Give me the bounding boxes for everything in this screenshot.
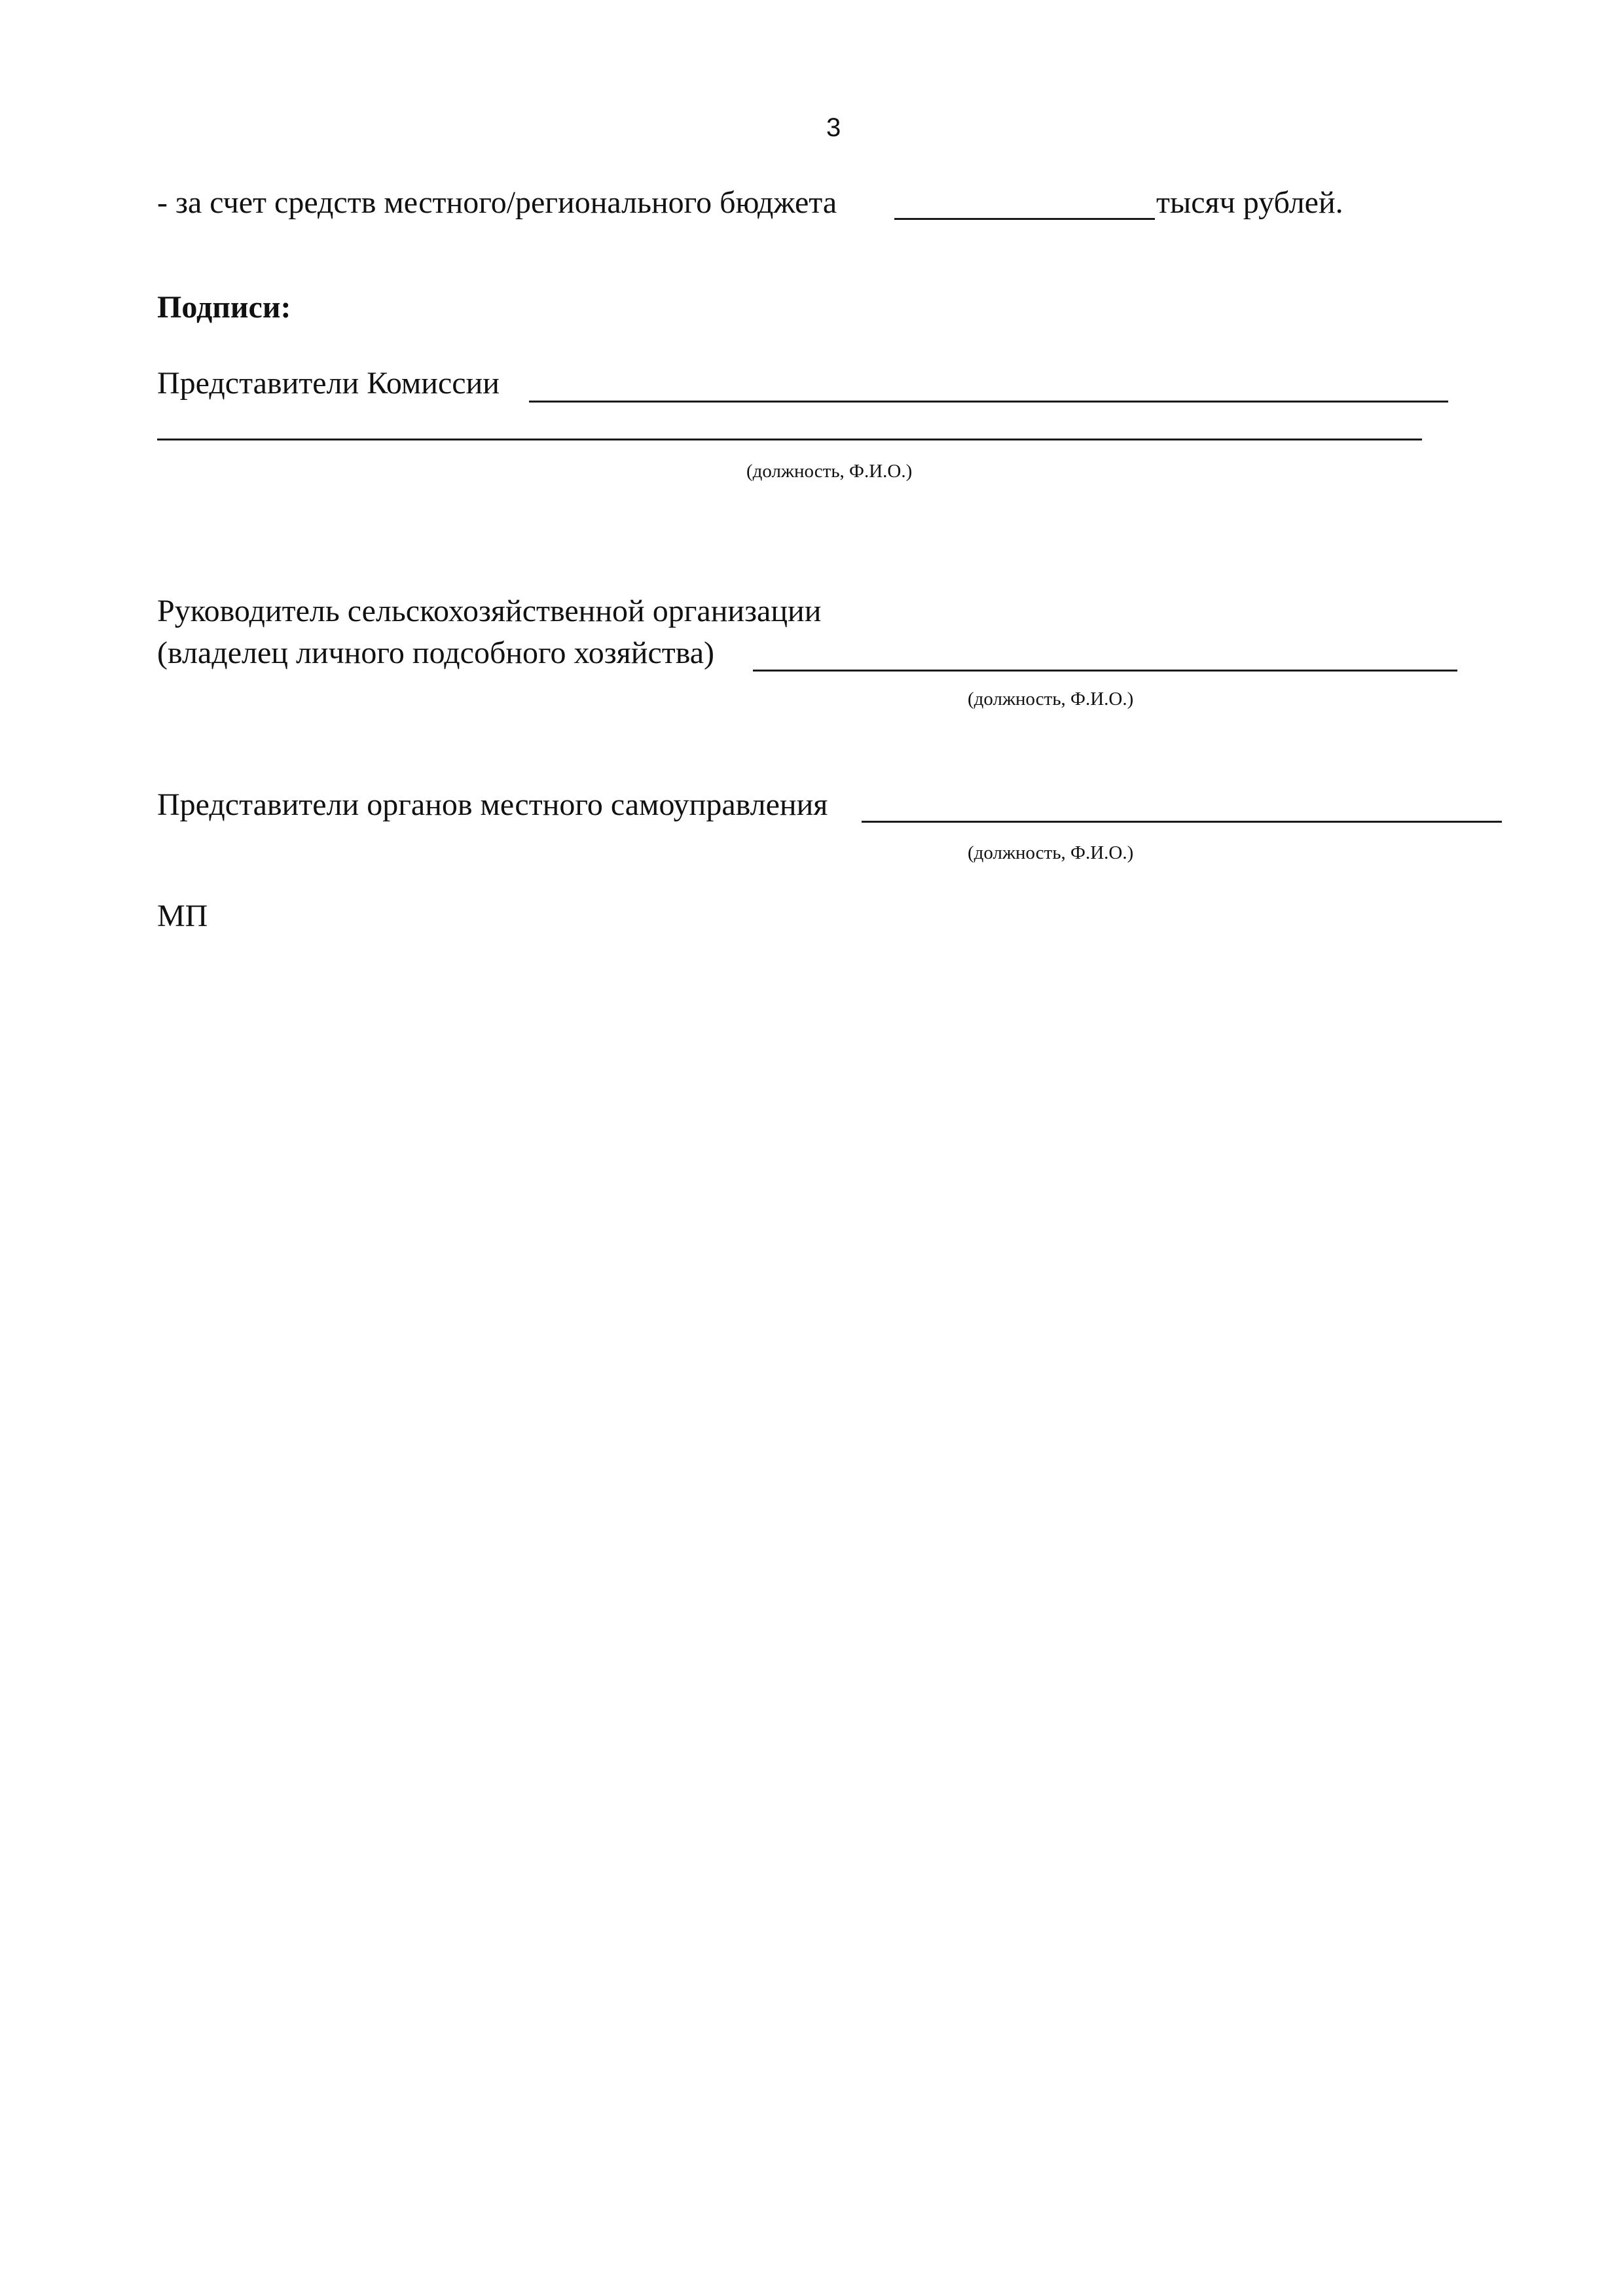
local-government-signature-caption: (должность, Ф.И.О.) (968, 842, 1134, 863)
commission-representatives-label: Представители Комиссии (157, 366, 500, 401)
organization-head-signature-caption: (должность, Ф.И.О.) (968, 689, 1134, 709)
local-government-representatives-label: Представители органов местного самоуправления (157, 787, 828, 822)
budget-unit-text: тысяч рублей. (1156, 185, 1343, 220)
farm-owner-label: (владелец личного подсобного хозяйства) (157, 636, 715, 670)
local-government-signature-line (862, 821, 1502, 823)
stamp-place-label: МП (157, 899, 208, 933)
commission-signature-line-continued (157, 439, 1422, 440)
commission-signature-caption: (должность, Ф.И.О.) (746, 461, 913, 482)
commission-signature-line (529, 401, 1448, 403)
signatures-heading: Подписи: (157, 290, 291, 325)
organization-head-label: Руководитель сельскохозяйственной организации (157, 594, 822, 628)
budget-amount-blank (894, 218, 1155, 220)
organization-head-signature-line (753, 670, 1457, 672)
page-number: 3 (826, 113, 841, 142)
budget-source-text: - за счет средств местного/регионального бюджета (157, 185, 837, 220)
